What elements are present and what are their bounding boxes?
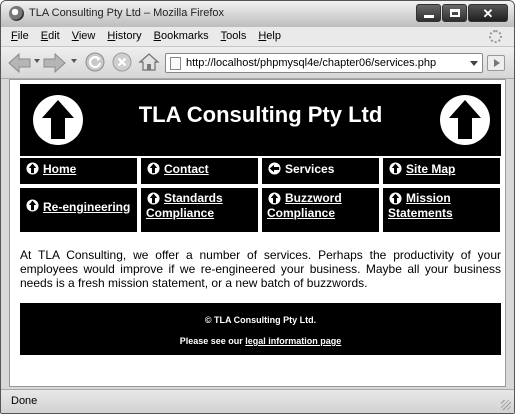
menu-bookmarks-label: ookmarks bbox=[160, 30, 209, 42]
close-button[interactable] bbox=[468, 4, 508, 22]
window-title: TLA Consulting Pty Ltd – Mozilla Firefox bbox=[29, 7, 225, 19]
forward-history-dropdown-icon[interactable] bbox=[71, 59, 77, 63]
legal-line bbox=[20, 336, 501, 346]
nav-link-home[interactable]: Home bbox=[43, 162, 77, 176]
status-text: Done bbox=[11, 395, 38, 407]
nav-item-home[interactable] bbox=[20, 158, 137, 184]
window-controls bbox=[416, 4, 508, 22]
address-dropdown-icon[interactable] bbox=[470, 61, 478, 66]
close-icon: ✕ bbox=[482, 5, 494, 21]
nav-item-mission-statements[interactable] bbox=[383, 188, 500, 232]
menu-file[interactable] bbox=[5, 30, 35, 42]
menu-edit-label: dit bbox=[48, 30, 60, 42]
menu-view[interactable] bbox=[66, 30, 102, 42]
menu-history-label: istory bbox=[115, 30, 142, 42]
legal-information-link[interactable]: legal information page bbox=[245, 336, 342, 346]
nav-link-buzzword-compliance[interactable]: Buzzword Compliance bbox=[267, 191, 342, 220]
nav-label-services: Services bbox=[285, 162, 335, 176]
forward-arrow-icon bbox=[41, 52, 67, 74]
nav-link-site-map[interactable]: Site Map bbox=[406, 162, 456, 176]
menu-history-accel: H bbox=[107, 30, 116, 42]
nav-arrow-icon bbox=[389, 162, 402, 175]
site-title: TLA Consulting Pty Ltd bbox=[138, 102, 383, 127]
page-viewport bbox=[9, 79, 506, 387]
services-intro-text: At TLA Consulting, we offer a number of services. Perhaps the productivity of your employees would improve if we re-engineered your business. Maybe all your business needs is a fresh mission statement, or a new batch of buzzwords. bbox=[20, 248, 501, 290]
page-icon bbox=[170, 57, 181, 70]
maximize-button[interactable] bbox=[442, 4, 467, 22]
home-icon bbox=[138, 51, 160, 73]
nav-link-re-engineering[interactable]: Re-engineering bbox=[43, 200, 131, 214]
address-url[interactable]: http://localhost/phpmysql4e/chapter06/services.php bbox=[186, 57, 437, 69]
reload-icon bbox=[85, 52, 105, 72]
menu-edit-accel: E bbox=[40, 30, 49, 42]
nav-item-standards-compliance[interactable] bbox=[141, 188, 258, 232]
nav-arrow-icon bbox=[147, 162, 160, 175]
navigation-toolbar bbox=[1, 47, 514, 79]
menu-tools[interactable] bbox=[215, 30, 253, 42]
firefox-icon bbox=[9, 6, 24, 21]
stop-button[interactable] bbox=[112, 52, 132, 72]
nav-arrow-icon bbox=[26, 199, 39, 212]
back-history-dropdown-icon[interactable] bbox=[34, 59, 40, 63]
nav-link-standards-compliance[interactable]: Standards Compliance bbox=[146, 191, 223, 220]
minimize-icon bbox=[424, 15, 434, 18]
nav-item-re-engineering[interactable] bbox=[20, 188, 137, 232]
maximize-icon bbox=[450, 9, 460, 17]
menu-help-accel: H bbox=[258, 30, 267, 42]
menu-bookmarks[interactable] bbox=[148, 30, 215, 42]
address-bar[interactable] bbox=[165, 53, 483, 73]
nav-item-services bbox=[262, 158, 379, 184]
site-header bbox=[20, 84, 501, 156]
menu-view-accel: V bbox=[71, 30, 79, 42]
menu-file-label: ile bbox=[17, 30, 29, 42]
menu-tools-label: ools bbox=[226, 30, 247, 42]
menu-file-accel: F bbox=[11, 30, 18, 42]
copyright-text: © TLA Consulting Pty Ltd. bbox=[204, 315, 317, 325]
nav-item-contact[interactable] bbox=[141, 158, 258, 184]
throbber-icon bbox=[489, 30, 502, 43]
menu-edit[interactable] bbox=[35, 30, 66, 42]
nav-link-contact[interactable]: Contact bbox=[164, 162, 209, 176]
logo-arrow-icon-right bbox=[439, 94, 491, 146]
home-button[interactable] bbox=[138, 51, 160, 73]
menu-bar bbox=[1, 27, 514, 47]
nav-item-site-map[interactable] bbox=[383, 158, 500, 184]
menu-help[interactable] bbox=[252, 30, 287, 42]
menu-tools-accel: T bbox=[220, 30, 227, 42]
nav-arrow-icon bbox=[26, 162, 39, 175]
reload-button[interactable] bbox=[85, 52, 105, 72]
minimize-button[interactable] bbox=[416, 4, 441, 22]
menu-view-label: iew bbox=[78, 30, 96, 42]
resize-grip-icon[interactable] bbox=[501, 400, 511, 410]
nav-link-mission-statements[interactable]: Mission Statements bbox=[388, 191, 453, 220]
nav-item-buzzword-compliance[interactable] bbox=[262, 188, 379, 232]
site-footer bbox=[20, 303, 501, 355]
menu-bookmarks-accel: B bbox=[153, 30, 161, 42]
menu-history[interactable] bbox=[101, 30, 147, 42]
back-button[interactable] bbox=[7, 51, 33, 75]
menu-help-label: elp bbox=[266, 30, 281, 42]
title-bar bbox=[1, 1, 514, 27]
legal-prefix-text: Please see our bbox=[179, 336, 246, 346]
status-bar bbox=[1, 389, 514, 413]
go-button[interactable] bbox=[487, 55, 505, 71]
nav-current-arrow-icon bbox=[268, 162, 281, 175]
back-arrow-icon bbox=[7, 52, 33, 74]
stop-icon bbox=[112, 52, 132, 72]
forward-button[interactable] bbox=[41, 51, 67, 75]
